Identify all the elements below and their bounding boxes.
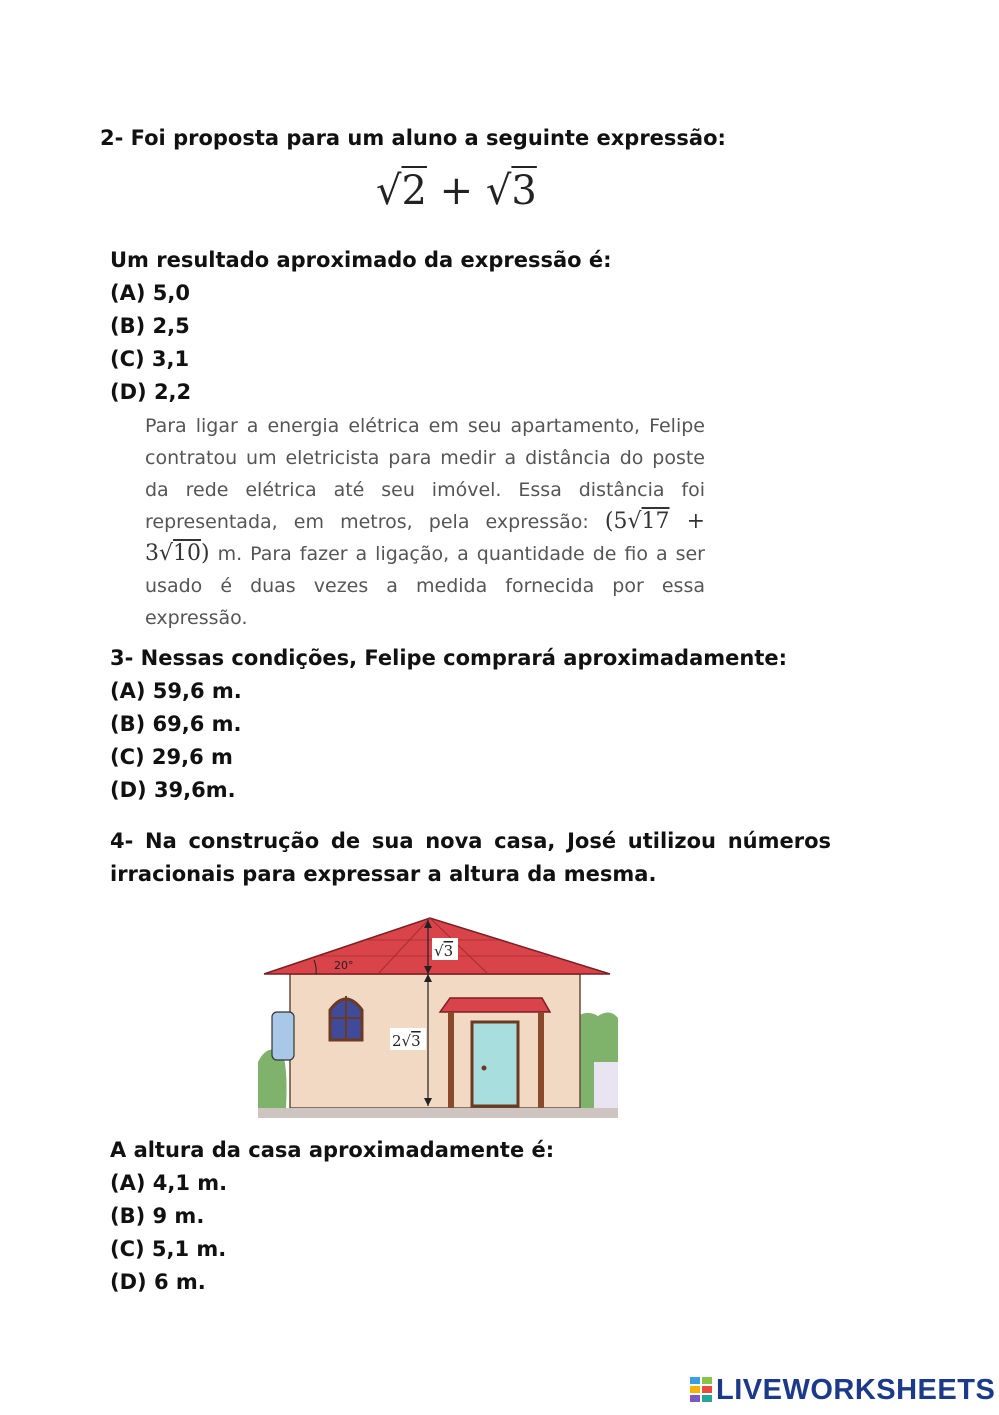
passage-text-before: Para ligar a energia elétrica em seu apartamento, Felipe contratou um eletricista para medir a distância do poste da rede elétrica até seu imóvel. Essa distância foi representada, em metros, pela expressão:: [145, 415, 705, 533]
sqrt-expression: √2 + √3: [376, 168, 537, 214]
q2-option-c[interactable]: (C) 3,1: [110, 347, 190, 371]
q2-option-b[interactable]: (B) 2,5: [110, 314, 190, 338]
question-4-title: 4- Na construção de sua nova casa, José utilizou números irracionais para expressar a altura da mesma.: [110, 829, 831, 886]
liveworksheets-logo[interactable]: [690, 1372, 995, 1408]
plus-sign: +: [439, 168, 474, 214]
q2-option-a[interactable]: (A) 5,0: [110, 281, 190, 305]
porch-post-right: [538, 1012, 544, 1108]
q2-option-d[interactable]: (D) 2,2: [110, 380, 192, 404]
question-4-prompt: A altura da casa aproximadamente é:: [110, 1138, 555, 1162]
question-2-title: 2- Foi proposta para um aluno a seguinte expressão:: [100, 126, 726, 150]
door: [472, 1022, 518, 1106]
logo-mark-icon: [690, 1377, 712, 1403]
side-wall: [594, 1062, 618, 1108]
roof-height-label: √3: [434, 942, 454, 960]
question-3-title: 3- Nessas condições, Felipe comprará aproximadamente:: [110, 646, 788, 670]
logo-text: LIVEWORKSHEETS: [716, 1373, 996, 1406]
door-knob: [482, 1066, 487, 1071]
ground: [258, 1108, 618, 1118]
q3-option-d[interactable]: (D) 39,6m.: [110, 778, 236, 802]
porch-post-left: [448, 1012, 454, 1108]
q4-option-d[interactable]: (D) 6 m.: [110, 1270, 206, 1294]
question-2-prompt: Um resultado aproximado da expressão é:: [110, 248, 612, 272]
q3-option-a[interactable]: (A) 59,6 m.: [110, 679, 242, 703]
q4-option-a[interactable]: (A) 4,1 m.: [110, 1171, 228, 1195]
wall-height-label: 2√3: [392, 1032, 421, 1050]
q3-option-c[interactable]: (C) 29,6 m: [110, 745, 233, 769]
radicand-a: 2: [401, 168, 427, 214]
q4-option-b[interactable]: (B) 9 m.: [110, 1204, 205, 1228]
wall-lamp: [272, 1012, 294, 1060]
passage-text-after: m. Para fazer a ligação, a quantidade de fio a ser usado é duas vezes a medida fornecida por essa expressão.: [145, 543, 705, 629]
angle-label: 20°: [334, 959, 354, 972]
radicand-b: 3: [511, 168, 537, 214]
house-figure: [258, 912, 618, 1128]
q3-option-b[interactable]: (B) 69,6 m.: [110, 712, 242, 736]
distance-expression: (5√17 + 3√10): [145, 509, 705, 566]
porch-roof: [440, 998, 550, 1012]
q4-option-c[interactable]: (C) 5,1 m.: [110, 1237, 227, 1261]
context-passage: [145, 410, 705, 634]
